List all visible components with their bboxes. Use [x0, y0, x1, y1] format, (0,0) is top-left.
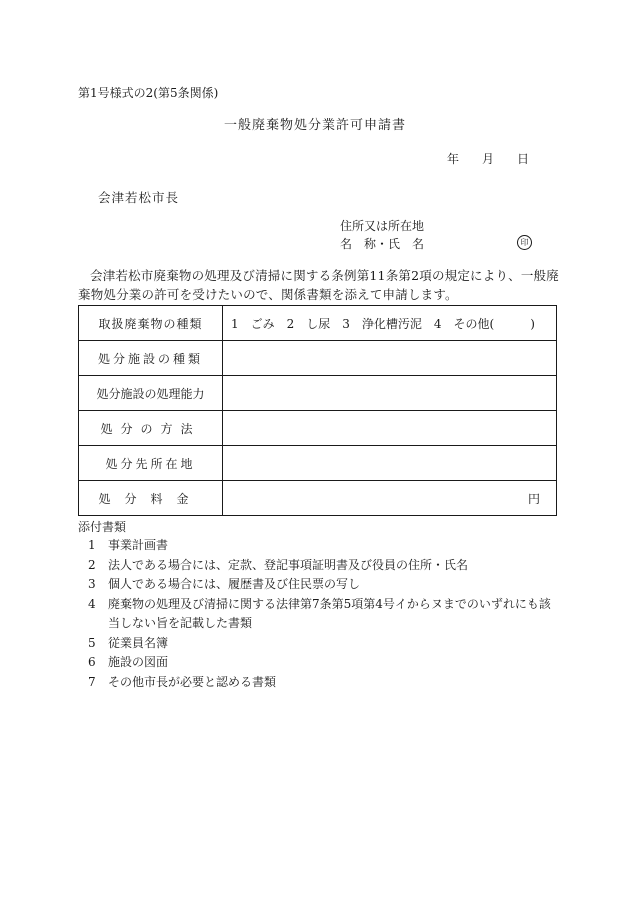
- list-item: [88, 575, 558, 595]
- row-label: 処分施設の処理能力: [79, 376, 223, 411]
- fee-yen-unit: 円: [527, 491, 540, 506]
- list-item: [88, 673, 558, 693]
- name-label: 名 称・氏 名: [340, 237, 425, 251]
- item-number: 3: [88, 577, 96, 591]
- item-number: 4: [88, 596, 96, 611]
- row-value: [223, 411, 557, 446]
- row-value: [223, 341, 557, 376]
- item-text: 施設の図面: [108, 655, 169, 669]
- table-row: [79, 446, 557, 481]
- date-month-label: 月: [482, 152, 495, 166]
- item-text: 事業計画書: [108, 538, 169, 552]
- list-item: [88, 556, 558, 576]
- item-number: 6: [88, 655, 96, 669]
- row-value: 1 ごみ 2 し尿 3 浄化槽汚泥 4 その他( ): [223, 306, 557, 341]
- address-label: 住所又は所在地: [340, 219, 425, 233]
- list-item: [88, 634, 558, 654]
- item-text: 法人である場合には、定款、登記事項証明書及び役員の住所・氏名: [108, 557, 469, 572]
- date-day-label: 日: [517, 152, 530, 166]
- list-item: [88, 653, 558, 673]
- item-text: 廃棄物の処理及び清掃に関する法律第7条第5項第4号イからヌまでのいずれにも該当しない旨を記載した書類: [108, 596, 551, 630]
- item-number: 5: [88, 635, 96, 650]
- application-statement: 会津若松市廃棄物の処理及び清掃に関する条例第11条第2項の規定により、一般廃棄物処分業の許可を受けたいので、関係書類を添えて申請します。: [78, 268, 559, 302]
- row-value: [223, 446, 557, 481]
- row-label: 処分施設の種類: [79, 341, 223, 376]
- row-label: 処分先所在地: [79, 446, 223, 481]
- table-row: [79, 481, 557, 516]
- table-row: [79, 411, 557, 446]
- item-number: 7: [88, 674, 96, 689]
- form-title: 一般廃棄物処分業許可申請書: [223, 118, 406, 133]
- list-item: [88, 536, 558, 556]
- item-text: 従業員名簿: [108, 635, 169, 650]
- table-row: [79, 341, 557, 376]
- seal-mark: 印: [517, 235, 532, 250]
- row-label: 取扱廃棄物の種類: [79, 306, 223, 341]
- table-row: [79, 376, 557, 411]
- application-table: [78, 305, 557, 516]
- table-row: [79, 306, 557, 341]
- form-reference: 第1号様式の2(第5条関係): [78, 86, 219, 100]
- attachments-list: [88, 536, 558, 692]
- attachments-title: 添付書類: [78, 520, 127, 534]
- item-text: 個人である場合には、履歴書及び住民票の写し: [108, 577, 361, 591]
- date-year-label: 年: [447, 152, 460, 166]
- row-label: 処分料金: [79, 481, 223, 516]
- addressee: 会津若松市長: [98, 190, 180, 205]
- list-item: [88, 595, 558, 634]
- item-number: 2: [88, 557, 96, 572]
- item-text: その他市長が必要と認める書類: [108, 674, 277, 689]
- item-number: 1: [88, 538, 96, 552]
- row-label: 処分の方法: [79, 411, 223, 446]
- row-value: [223, 376, 557, 411]
